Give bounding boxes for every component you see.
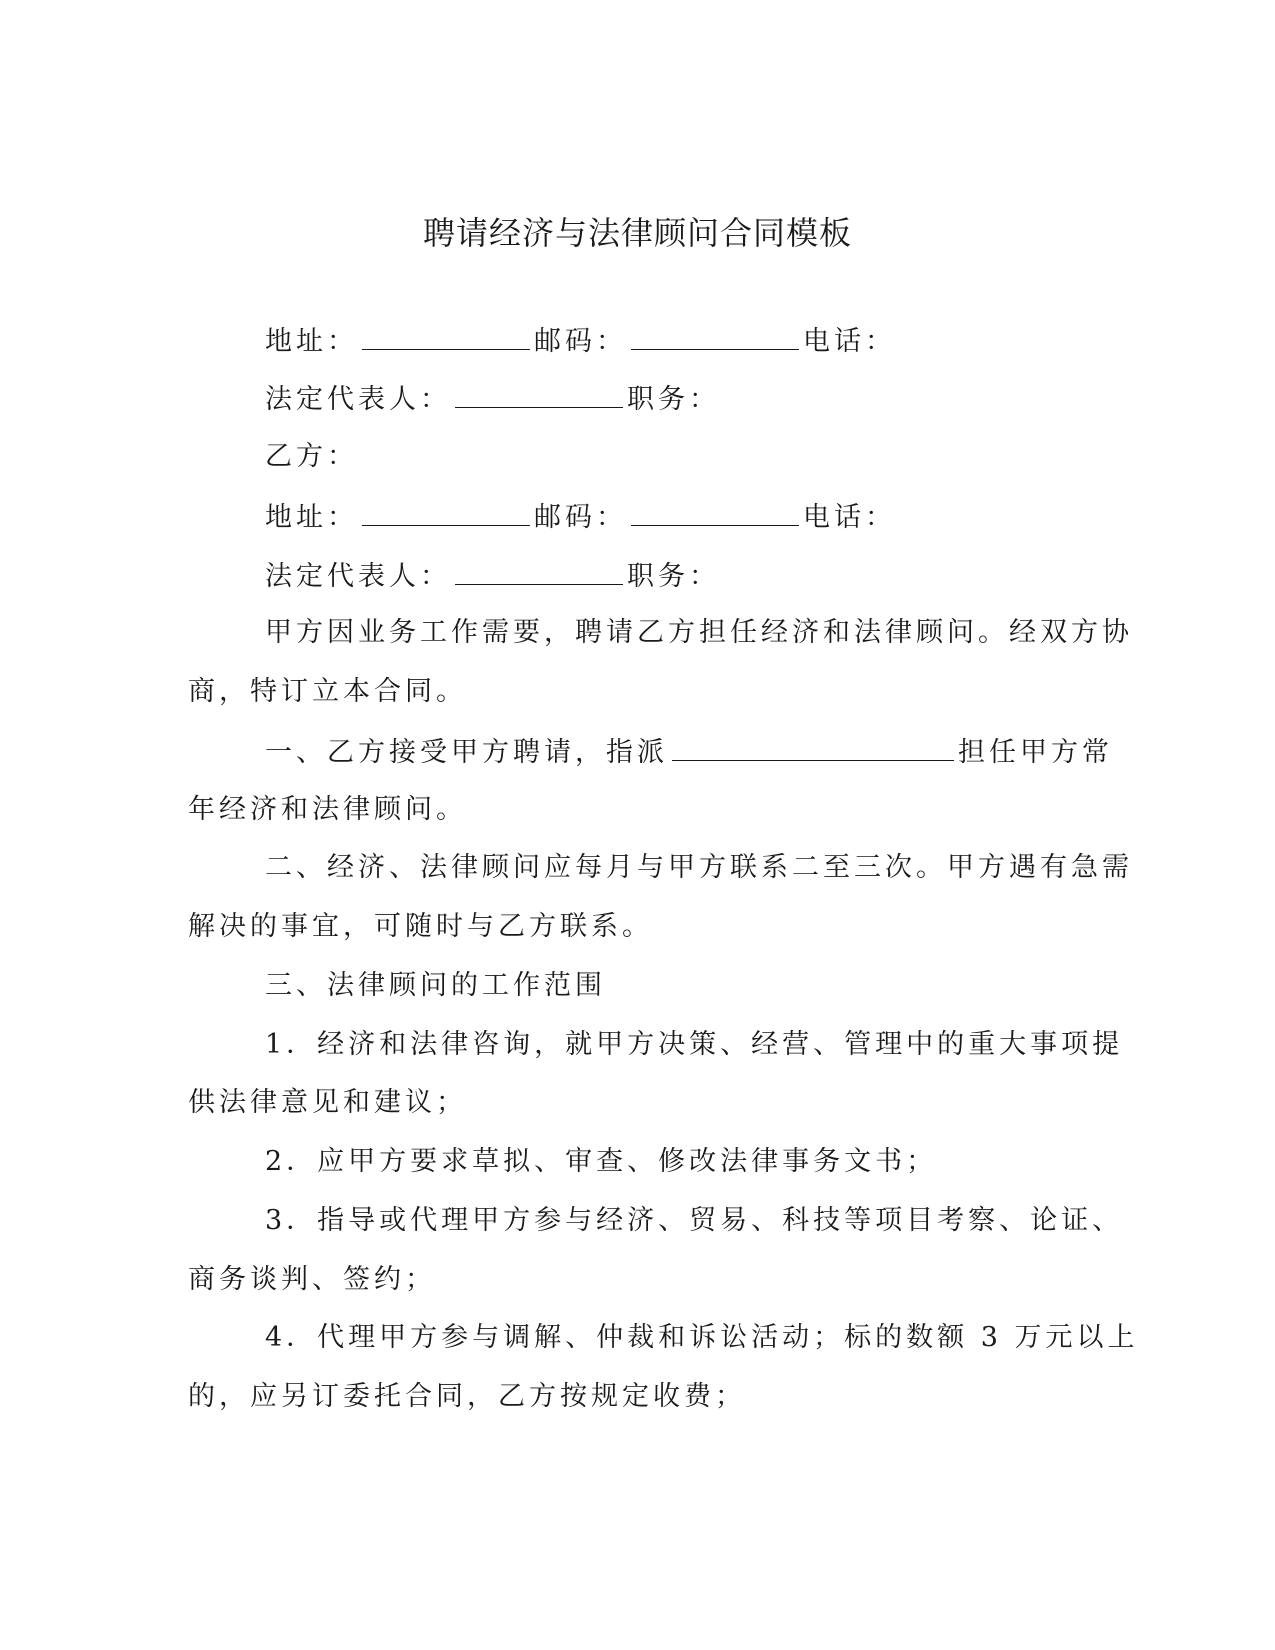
clause-3-item-1-line-1: 1．经济和法律咨询，就甲方决策、经营、管理中的重大事项提 [265,1029,1124,1060]
intro-line-1: 甲方因业务工作需要，聘请乙方担任经济和法律顾问。经双方协 [265,617,1133,648]
document-title: 聘请经济与法律顾问合同模板 [422,214,852,252]
clause-2-line-1: 二、经济、法律顾问应每月与甲方联系二至三次。甲方遇有急需 [265,852,1133,883]
position-label: 职务： [627,561,720,592]
clause-3-item-3-line-1: 3．指导或代理甲方参与经济、贸易、科技等项目考察、论证、 [265,1205,1124,1236]
party-a-contact-line [265,323,896,359]
party-b-heading: 乙方： [265,441,358,472]
clause-3-item-4-line-1: 4．代理甲方参与调解、仲裁和诉讼活动；标的数额 3 万元以上 [265,1322,1139,1353]
clause-1-prefix: 一、乙方接受甲方聘请，指派 [265,737,668,768]
address-label: 地址： [265,326,358,357]
rep-blank [455,381,623,408]
party-b-rep-line [265,558,720,594]
clause-1-suffix: 担任甲方常 [958,737,1113,768]
clause-1-line-2: 年经济和法律顾问。 [188,794,467,825]
party-b-contact-line [265,499,896,535]
rep-label: 法定代表人： [265,561,451,592]
address-label: 地址： [265,502,358,533]
clause-3-item-1-line-2: 供法律意见和建议； [188,1087,467,1118]
appointee-blank [672,734,954,761]
phone-label: 电话： [803,502,896,533]
postcode-label: 邮码： [534,502,627,533]
clause-3-item-2: 2．应甲方要求草拟、审查、修改法律事务文书； [265,1146,938,1177]
rep-label: 法定代表人： [265,384,451,415]
postcode-blank [631,499,799,526]
clause-2-line-2: 解决的事宜，可随时与乙方联系。 [188,911,653,942]
clause-3-item-4-line-2: 的，应另订委托合同，乙方按规定收费； [188,1381,746,1412]
address-blank [362,323,530,350]
postcode-label: 邮码： [534,326,627,357]
party-a-rep-line [265,381,720,417]
postcode-blank [631,323,799,350]
rep-blank [455,558,623,585]
phone-label: 电话： [803,326,896,357]
position-label: 职务： [627,384,720,415]
clause-3-item-3-line-2: 商务谈判、签约； [188,1264,436,1295]
clause-1-line-1 [265,734,1113,770]
clause-3-heading: 三、法律顾问的工作范围 [265,970,606,1001]
intro-line-2: 商，特订立本合同。 [188,676,467,707]
address-blank [362,499,530,526]
